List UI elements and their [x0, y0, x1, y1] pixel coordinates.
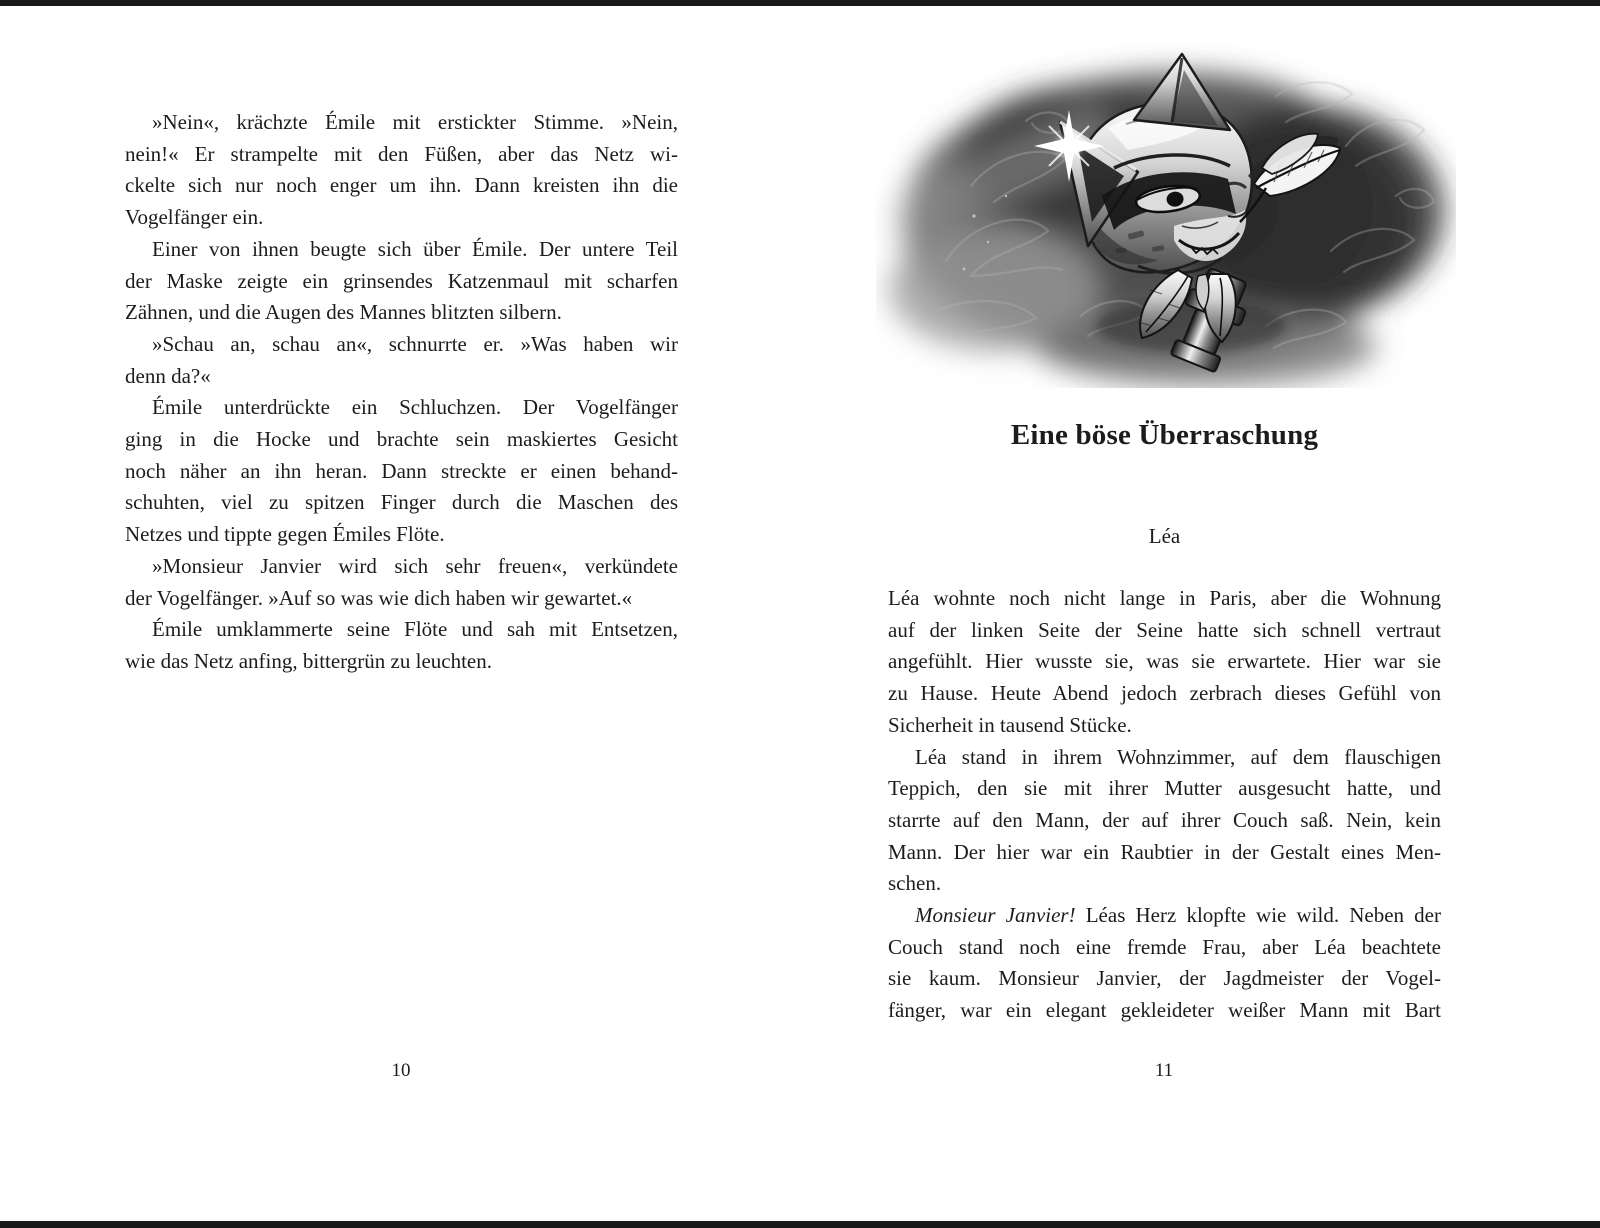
text-line — [125, 139, 678, 171]
text-line — [125, 614, 678, 646]
section-label: Léa — [1148, 524, 1181, 548]
text-run: ging in die Hocke und brachte sein maskiertes Gesicht — [125, 427, 678, 452]
text-run: Léas Herz klopfte wie wild. Neben der — [1075, 903, 1441, 928]
text-line — [125, 519, 678, 551]
text-run: fänger, war ein elegant gekleideter weißer Mann mit Bart — [888, 998, 1441, 1023]
text-run: Couch stand noch eine fremde Frau, aber Léa beachtete — [888, 934, 1441, 959]
text-run: wie das Netz anfing, bittergrün zu leuchten. — [125, 648, 492, 673]
text-line — [888, 995, 1441, 1027]
text-run: schen. — [888, 871, 942, 896]
text-run: starrte auf den Mann, der auf ihrer Couch saß. Nein, kein — [888, 807, 1441, 832]
text-line — [888, 773, 1441, 805]
text-line — [888, 837, 1441, 869]
text-line — [888, 710, 1441, 742]
text-line — [125, 456, 678, 488]
text-line — [125, 424, 678, 456]
text-line — [125, 297, 678, 329]
text-run: »Schau an, schau an«, schnurrte er. »Was haben wir — [152, 331, 678, 356]
text-line — [888, 678, 1441, 710]
text-line — [125, 234, 678, 266]
left-page-number: 10 — [391, 1060, 411, 1081]
text-run: Léa wohnte noch nicht lange in Paris, aber die Wohnung — [888, 586, 1441, 610]
text-line — [125, 202, 678, 234]
text-line — [125, 583, 678, 615]
text-line — [125, 107, 678, 139]
text-line — [125, 361, 678, 393]
text-run: der Vogelfänger. »Auf so was wie dich haben wir gewartet.« — [125, 585, 633, 610]
text-run: sie kaum. Monsieur Janvier, der Jagdmeister der Vogel- — [888, 966, 1441, 991]
text-run: »Monsieur Janvier wird sich sehr freuen«, verkündete — [152, 553, 678, 578]
right-page-number: 11 — [1154, 1060, 1174, 1081]
text-line — [888, 963, 1441, 995]
italic-text-run: Monsieur Janvier! — [915, 903, 1076, 928]
text-line — [888, 805, 1441, 837]
text-run: Léa stand in ihrem Wohnzimmer, auf dem flauschigen — [915, 744, 1441, 769]
text-line — [888, 900, 1441, 932]
text-run: schuhten, viel zu spitzen Finger durch die Maschen des — [125, 490, 678, 515]
text-line — [125, 266, 678, 298]
text-run: zu Hause. Heute Abend jedoch zerbrach dieses Gefühl von — [888, 681, 1441, 706]
text-run: Sicherheit in tausend Stücke. — [888, 712, 1132, 737]
chapter-illustration — [876, 26, 1456, 388]
text-run: Mann. Der hier war ein Raubtier in der Gestalt eines Men- — [888, 839, 1441, 864]
text-line — [125, 329, 678, 361]
text-run: »Nein«, krächzte Émile mit erstickter Stimme. »Nein, — [152, 110, 678, 134]
text-line — [888, 932, 1441, 964]
text-line — [888, 646, 1441, 678]
text-run: ckelte sich nur noch enger um ihn. Dann kreisten ihn die — [125, 173, 678, 198]
right-page-text — [888, 583, 1441, 1027]
text-line — [888, 583, 1441, 615]
text-run: Émile umklammerte seine Flöte und sah mit Entsetzen, — [152, 617, 678, 642]
text-line — [125, 551, 678, 583]
text-run: Einer von ihnen beugte sich über Émile. Der untere Teil — [152, 236, 678, 261]
text-line — [888, 615, 1441, 647]
text-line — [125, 170, 678, 202]
chapter-title: Eine böse Überraschung — [1010, 419, 1319, 451]
scan-edge-top — [0, 0, 1600, 6]
left-page-text — [125, 107, 678, 678]
text-run: angefühlt. Hier wusste sie, was sie erwartete. Hier war sie — [888, 649, 1441, 674]
text-run: noch näher an ihn heran. Dann streckte er einen behand- — [125, 458, 678, 483]
text-run: auf der linken Seite der Seine hatte sich schnell vertraut — [888, 617, 1441, 642]
text-run: Teppich, den sie mit ihrer Mutter ausgesucht hatte, und — [888, 776, 1441, 801]
text-run: Netzes und tippte gegen Émiles Flöte. — [125, 522, 445, 547]
text-run: Vogelfänger ein. — [125, 205, 264, 230]
text-line — [888, 868, 1441, 900]
text-run: Émile unterdrückte ein Schluchzen. Der Vogelfänger — [152, 395, 678, 420]
text-line — [125, 487, 678, 519]
text-run: der Maske zeigte ein grinsendes Katzenmaul mit scharfen — [125, 268, 678, 293]
scan-edge-bottom — [0, 1221, 1600, 1228]
text-line — [125, 646, 678, 678]
text-line — [125, 392, 678, 424]
text-run: nein!« Er strampelte mit den Füßen, aber das Netz wi- — [125, 141, 678, 166]
text-line — [888, 742, 1441, 774]
text-run: denn da?« — [125, 363, 211, 388]
text-run: Zähnen, und die Augen des Mannes blitzten silbern. — [125, 300, 562, 325]
